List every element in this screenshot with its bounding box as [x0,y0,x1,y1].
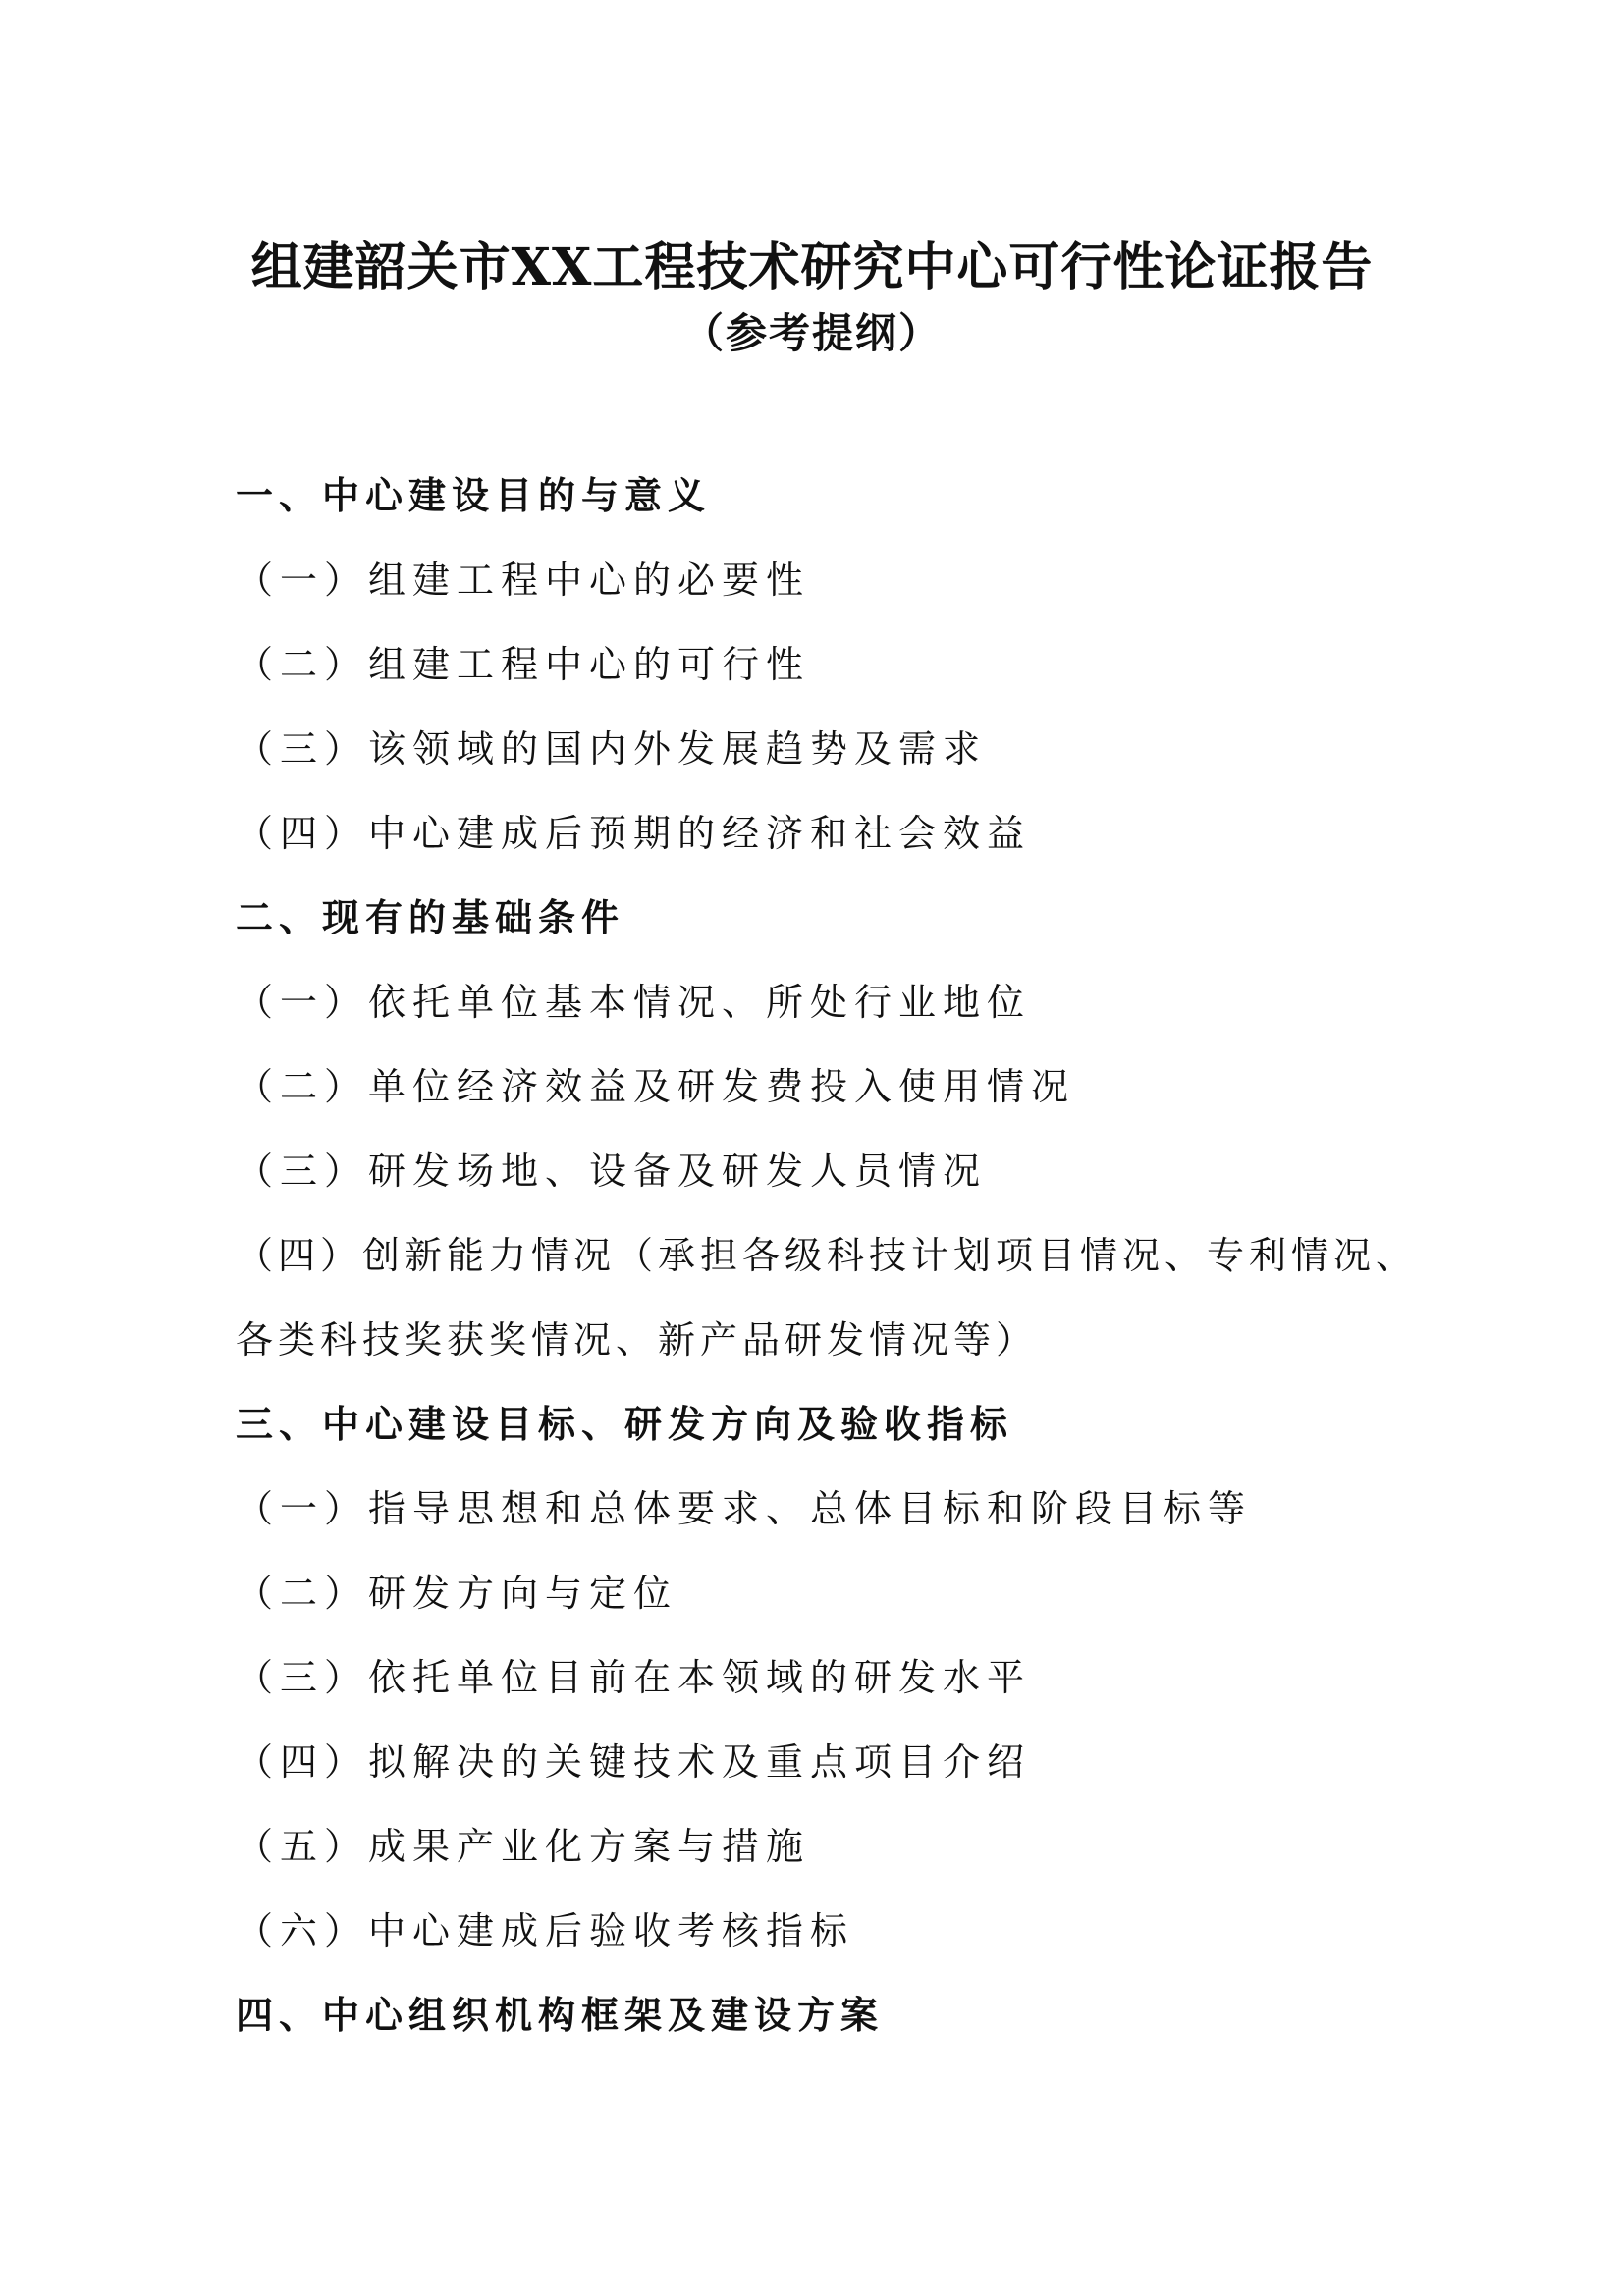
document-title: 组建韶关市XX工程技术研究中心可行性论证报告 [250,238,1374,297]
outline-item: （一）组建工程中心的必要性 [236,559,811,602]
section-3 [236,1382,1434,1973]
document-subtitle: （参考提纲） [681,309,942,357]
section-4 [236,1973,1434,2057]
outline-item: （三）研发场地、设备及研发人员情况 [236,1149,988,1193]
outline-item: （三）依托单位目前在本领域的研发水平 [236,1656,1032,1699]
outline-item: （五）成果产业化方案与措施 [236,1825,811,1868]
outline-item: （四）拟解决的关键技术及重点项目介绍 [236,1740,1032,1784]
section-heading: 二、现有的基础条件 [236,896,625,939]
outline-item: （一）指导思想和总体要求、总体目标和阶段目标等 [236,1487,1253,1530]
outline-item: （二）研发方向与定位 [236,1572,678,1615]
section-heading: 四、中心组织机构框架及建设方案 [236,1994,885,2037]
outline-item: （六）中心建成后验收考核指标 [236,1909,855,1952]
section-heading: 一、中心建设目的与意义 [236,474,712,517]
outline-item: （四）创新能力情况（承担各级科技计划项目情况、专利情况、各类科技奖获奖情况、新产品研发情况等） [236,1234,1419,1362]
outline [236,454,1434,2057]
outline-item: （二）组建工程中心的可行性 [236,643,811,686]
outline-item: （四）中心建成后预期的经济和社会效益 [236,812,1032,855]
section-2 [236,876,1434,1382]
outline-item: （三）该领域的国内外发展趋势及需求 [236,727,988,771]
section-heading: 三、中心建设目标、研发方向及验收指标 [236,1403,1014,1446]
outline-item: （一）依托单位基本情况、所处行业地位 [236,981,1032,1024]
section-1 [236,454,1434,876]
outline-item: （二）单位经济效益及研发费投入使用情况 [236,1065,1076,1108]
